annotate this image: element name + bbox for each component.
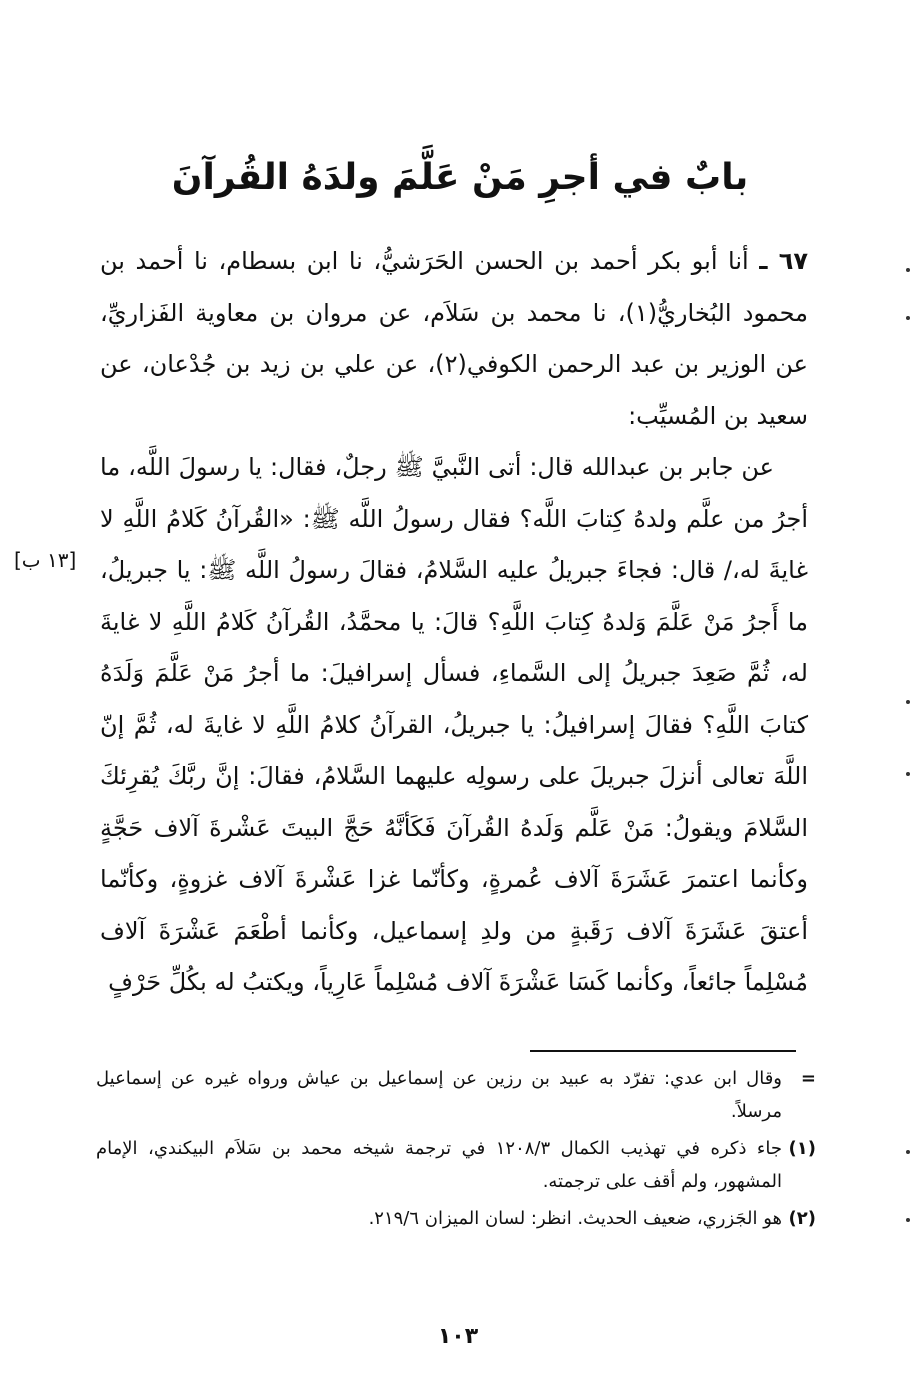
footnotes xyxy=(96,1062,816,1239)
manuscript-folio-note: [١٣ ب] xyxy=(14,548,77,572)
page-number: ١٠٣ xyxy=(437,1324,479,1349)
scan-speck xyxy=(906,316,910,320)
footnote-continued xyxy=(96,1062,816,1128)
hadith-text-paragraph xyxy=(100,442,808,1009)
scan-speck xyxy=(906,268,910,272)
footnote-mark: = xyxy=(800,1068,816,1089)
hadith-chain-paragraph xyxy=(100,236,808,442)
footnote-text: وقال ابن عدي: تفرّد به عبيد بن رزين عن إسماعيل بن عياش ورواه غيره عن إسماعيل مرسلاً. xyxy=(96,1068,782,1122)
scan-speck xyxy=(906,1218,910,1222)
hadith-text: عن جابر بن عبدالله قال: أتى النَّبيَّ ﷺ رجلٌ، فقال: يا رسولَ اللَّه، ما أجرُ من علَّم ولدهُ كِتابَ اللَّه؟ فقال رسولُ اللَّه ﷺ: «القُرآنُ كَلامُ اللَّهِ لا غايةَ له،/ قال: فجاءَ جبريلُ عليه السَّلامُ، فقالَ رسولُ اللَّه ﷺ: يا جبريلُ، ما أَجرُ مَنْ عَلَّمَ وَلدهُ كِتابَ اللَّهِ؟ قالَ: يا محمَّدُ، القُرآنُ كَلامُ اللَّهِ لا غايةَ له، ثُمَّ صَعِدَ جبريلُ إلى السَّماءِ، فسأل إسرافيلَ: ما أجرُ مَنْ عَلَّمَ وَلَدَهُ كتابَ اللَّهِ؟ فقالَ إسرافيلُ: يا جبريلُ، القرآنُ كلامُ اللَّهِ لا غايةَ له، ثُمَّ إنّ اللَّهَ تعالى أنزلَ جبريلَ على رسولِه عليهما السَّلامُ، فقالَ: إنَّ ربَّكَ يُقرِئكَ السَّلامَ ويقولُ: مَنْ عَلَّم وَلَدهُ القُرآنَ فَكَأنَّهُ حَجَّ البيتَ عَشْرةَ آلاف حَجَّةٍ وكأنما اعتمرَ عَشَرَةَ آلاف عُمرةٍ، وكأنّما غزا عَشْرةَ آلاف غزوةٍ، وكأنّما أعتقَ عَشَرَةَ آلاف رَقَبةٍ من ولدِ إسماعيل، وكأنما أطْعَمَ عَشْرَةَ آلاف مُسْلِماً جائعاً، وكأنما كَسَا عَشْرَةَ آلاف مُسْلِماً عَارِياً، ويكتبُ له بكُلِّ حَرْفٍ xyxy=(100,453,808,996)
footnote-1 xyxy=(96,1132,816,1198)
chapter-title: بابٌ في أجرِ مَنْ عَلَّمَ ولدَهُ القُرآنَ xyxy=(171,157,749,198)
scan-speck xyxy=(906,1150,910,1154)
footnote-separator xyxy=(530,1050,796,1052)
hadith-number: ٦٧ ـ xyxy=(759,247,808,275)
footnote-mark: (١) xyxy=(788,1138,816,1159)
footnote-mark: (٢) xyxy=(788,1208,816,1229)
footnote-text: جاء ذكره في تهذيب الكمال ١٢٠٨/٣ في ترجمة شيخه محمد بن سَلاَم البيكندي، الإمام المشهور، ولم أقف على ترجمته. xyxy=(96,1138,783,1192)
scan-speck xyxy=(906,700,910,704)
chain-text: أنا أبو بكر أحمد بن الحسن الحَرَشيُّ، نا ابن بسطام، نا أحمد بن محمود البُخاريُّ(١)، نا محمد بن سَلاَم، عن مروان بن معاوية الفَزاريِّ، عن الوزير بن عبد الرحمن الكوفي(٢)، عن علي بن زيد بن جُدْعان، عن سعيد بن المُسيِّب: xyxy=(100,247,808,430)
footnote-text: هو الجَزري، ضعيف الحديث. انظر: لسان الميزان ٢١٩/٦. xyxy=(368,1208,782,1229)
scan-speck xyxy=(906,772,910,776)
footnote-2 xyxy=(96,1202,816,1235)
